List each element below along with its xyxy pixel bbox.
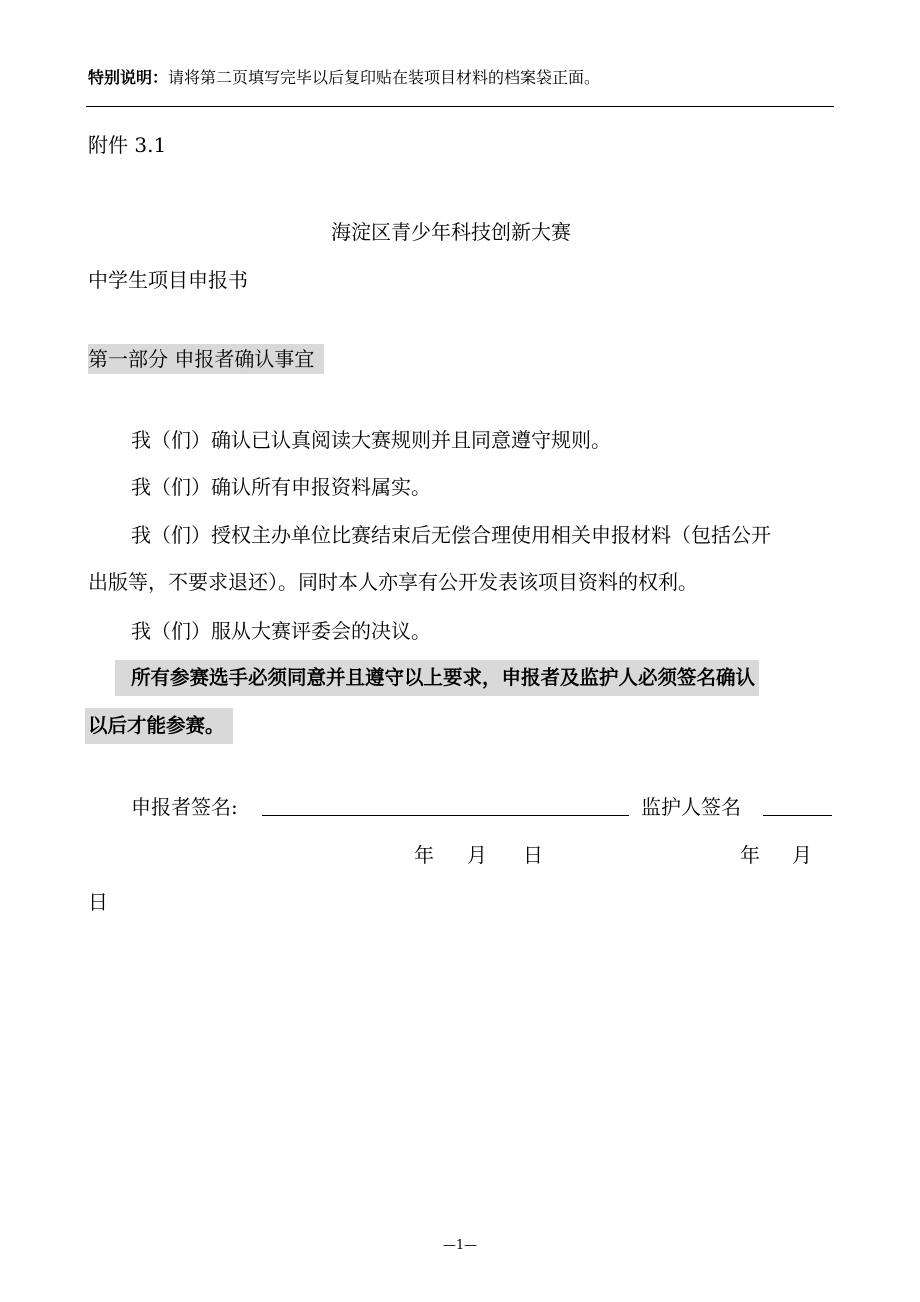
section-heading: 第一部分 申报者确认事宜 xyxy=(88,344,324,374)
guardian-signature-label: 监护人签名 xyxy=(641,795,741,819)
paragraph: 我（们）授权主办单位比赛结束后无偿合理使用相关申报材料（包括公开 xyxy=(131,523,771,547)
guardian-month: 月 xyxy=(792,843,812,867)
applicant-signature-line[interactable] xyxy=(262,815,629,816)
note-label: 特别说明： xyxy=(88,68,169,87)
attachment-label: 附件 3.1 xyxy=(88,133,167,157)
guardian-year: 年 xyxy=(740,843,760,867)
document-subtitle: 中学生项目申报书 xyxy=(88,268,248,292)
paragraph: 我（们）服从大赛评委会的决议。 xyxy=(131,619,431,643)
applicant-signature-label: 申报者签名: xyxy=(131,795,238,819)
paragraph: 出版等，不要求退还）。同时本人亦享有公开发表该项目资料的权利。 xyxy=(88,570,698,594)
applicant-month: 月 xyxy=(467,843,487,867)
paragraph: 我（们）确认已认真阅读大赛规则并且同意遵守规则。 xyxy=(131,428,611,452)
note-text: 请将第二页填写完毕以后复印贴在装项目材料的档案袋正面。 xyxy=(168,68,601,87)
paragraph: 我（们）确认所有申报资料属实。 xyxy=(131,475,431,499)
applicant-year: 年 xyxy=(414,843,434,867)
page-number: —1— xyxy=(442,1238,478,1253)
requirement-line-1: 所有参赛选手必须同意并且遵守以上要求，申报者及监护人必须签名确认 xyxy=(115,660,759,696)
guardian-signature-line[interactable] xyxy=(763,815,832,816)
document-title: 海淀区青少年科技创新大赛 xyxy=(331,220,571,244)
requirement-line-2: 以后才能参赛。 xyxy=(85,708,233,744)
guardian-day: 日 xyxy=(88,890,108,914)
special-note xyxy=(88,66,600,90)
header-divider xyxy=(86,106,834,107)
applicant-day: 日 xyxy=(523,843,543,867)
